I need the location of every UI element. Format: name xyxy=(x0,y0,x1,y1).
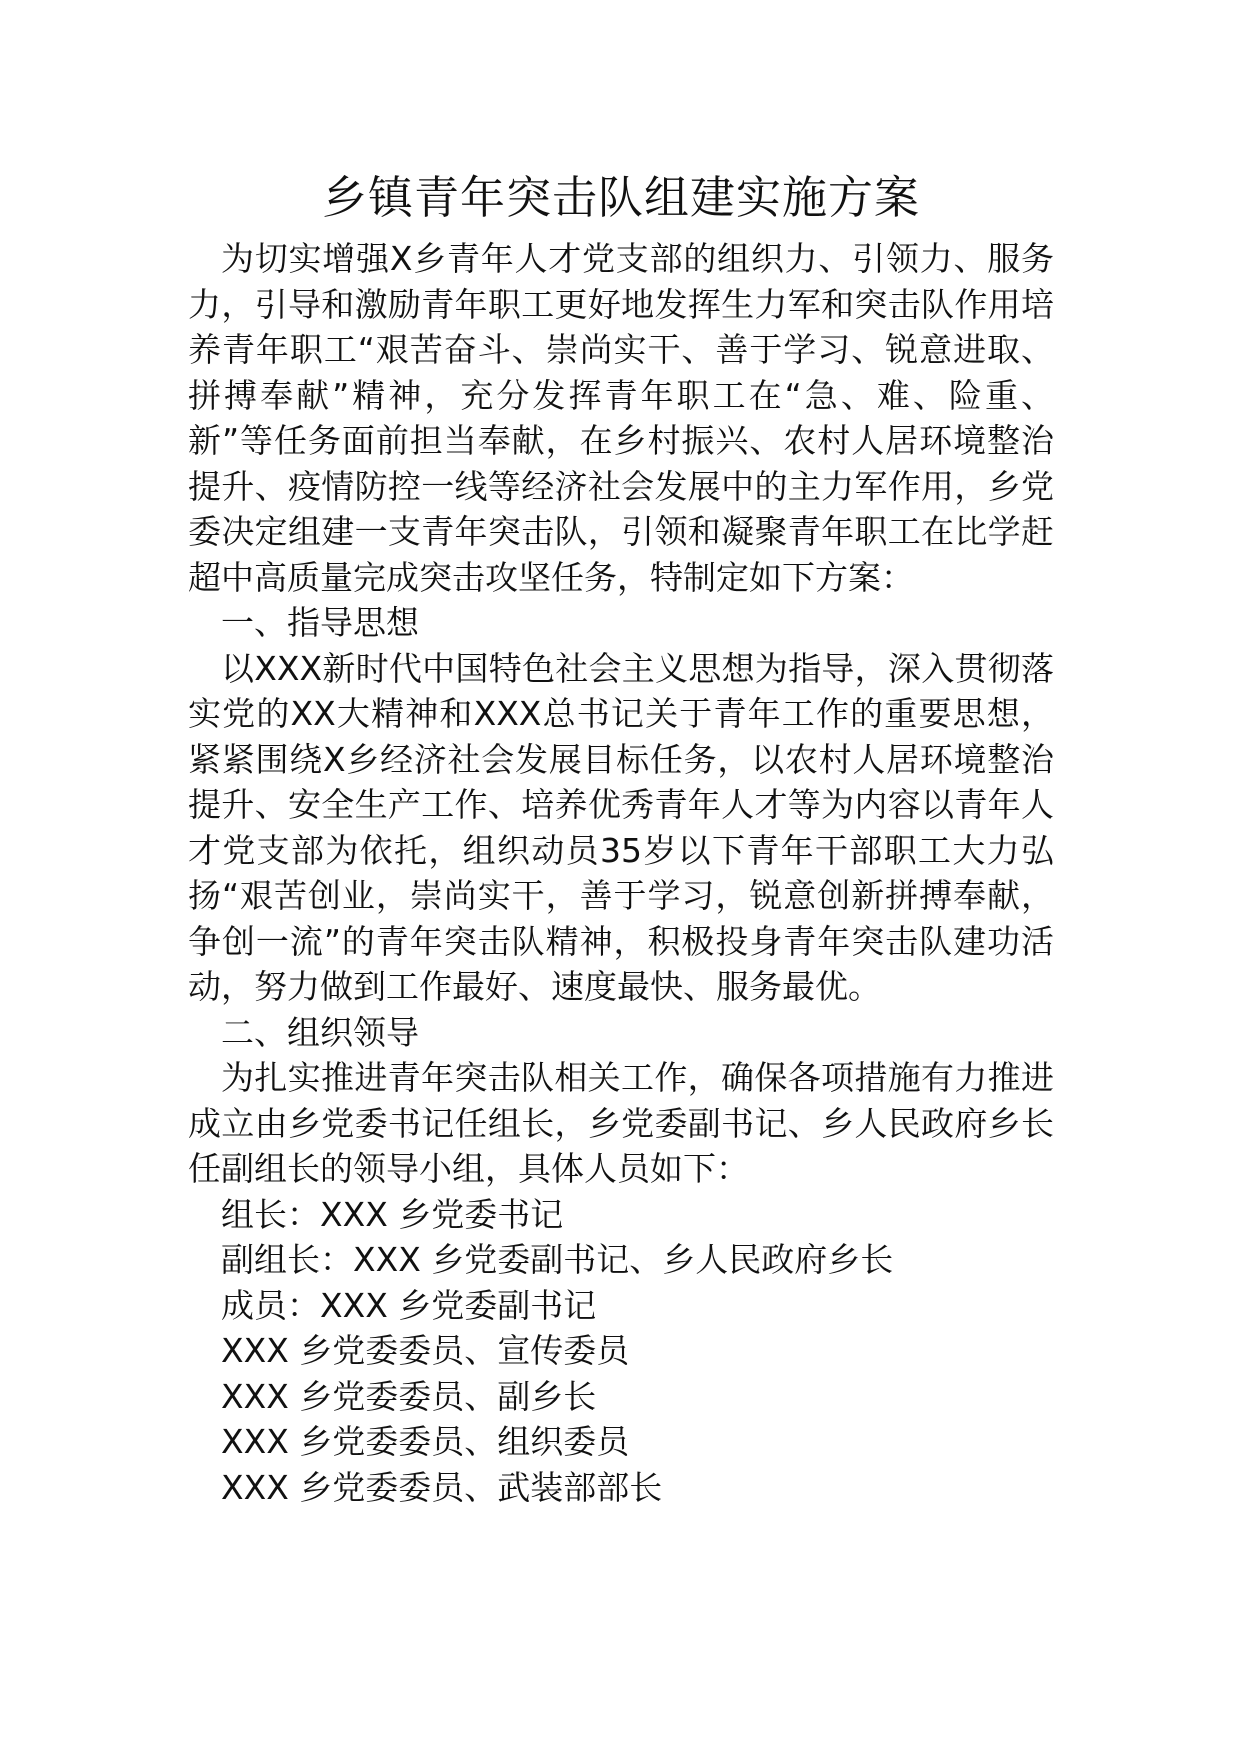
member-line-members: 成员：XXX 乡党委副书记 xyxy=(221,1285,597,1325)
member-line: XXX 乡党委委员、宣传委员 xyxy=(221,1331,630,1370)
organization-leadership-paragraph: 为扎实推进青年突击队相关工作，确保各项措施有力推进成立由乡党委书记任组长，乡党委副书记、乡人民政府乡长任副组长的领导小组，具体人员如下： xyxy=(188,1058,1054,1188)
member-line: XXX 乡党委委员、副乡长 xyxy=(221,1376,597,1416)
section-heading-organization-leadership: 二、组织领导 xyxy=(221,1012,419,1052)
intro-paragraph: 为切实增强X乡青年人才党支部的组织力、引领力、服务力，引导和激励青年职工更好地发挥生力军和突击队作用培养青年职工“艰苦奋斗、崇尚实干、善于学习、锐意进取、拼搏奉献”精神，充分发挥青年职工在“急、难、险重、新”等任务面前担当奉献，在乡村振兴、农村人居环境整治提升、疫情防控一线等经济社会发展中的主力军作用，乡党委决定组建一支青年突击队，引领和凝聚青年职工在比学赶超中高质量完成突击攻坚任务，特制定如下方案： xyxy=(188,239,1054,597)
member-line: XXX 乡党委委员、组织委员 xyxy=(221,1422,630,1461)
member-line: XXX 乡党委委员、武装部部长 xyxy=(221,1467,663,1507)
guiding-ideology-paragraph: 以XXX新时代中国特色社会主义思想为指导，深入贯彻落实党的XX大精神和XXX总书记关于青年工作的重要思想，紧紧围绕X乡经济社会发展目标任务，以农村人居环境整治提升、安全生产工作、培养优秀青年人才等为内容以青年人才党支部为依托，组织动员35岁以下青年干部职工大力弘扬“艰苦创业，崇尚实干，善于学习，锐意创新拼搏奉献，争创一流”的青年突击队精神，积极投身青年突击队建功活动，努力做到工作最好、速度最快、服务最优。 xyxy=(188,648,1054,1006)
section-heading-guiding-ideology: 一、指导思想 xyxy=(221,603,419,642)
document-page xyxy=(188,160,1054,1510)
member-line-leader: 组长：XXX 乡党委书记 xyxy=(221,1194,564,1234)
member-line-deputy-leader: 副组长：XXX 乡党委副书记、乡人民政府乡长 xyxy=(221,1240,894,1279)
document-title: 乡镇青年突击队组建实施方案 xyxy=(321,171,920,224)
document-body xyxy=(188,236,1054,1510)
